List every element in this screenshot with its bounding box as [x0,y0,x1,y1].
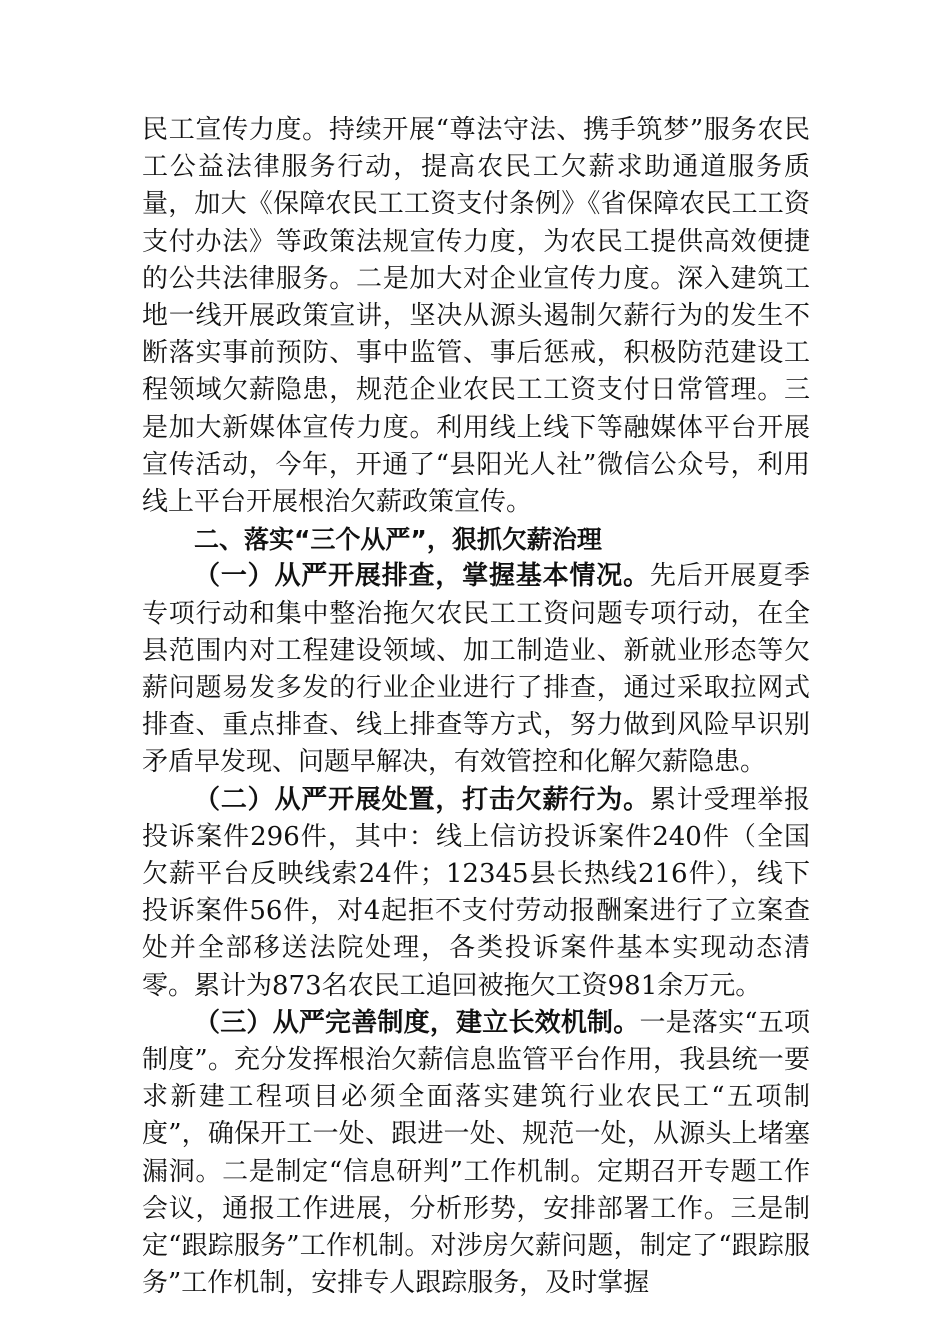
section-heading: 二、落实“三个从严”，狠抓欠薪治理 [194,525,602,555]
document-body [142,112,810,1303]
paragraph-investigation [142,558,810,781]
paragraph-disposal [142,782,810,1005]
paragraph-body: 先后开展夏季专项行动和集中整治拖欠农民工工资问题专项行动，在全县范围内对工程建设领域、加工制造业、新就业形态等欠薪问题易发多发的行业企业进行了排查，通过采取拉网式排查、重点排查、线上排查等方式，努力做到风险早识别矛盾早发现、问题早解决，有效管控和化解欠薪隐患。 [142,561,810,778]
paragraph-lead: （一）从严开展排查，掌握基本情况。 [194,561,650,592]
paragraph-lead: （三）从严完善制度，建立长效机制。 [194,1007,640,1038]
paragraph-lead: （二）从严开展处置，打击欠薪行为。 [194,784,650,815]
paragraph-system [142,1005,810,1303]
paragraph-body: 累计受理举报投诉案件296件，其中：线上信访投诉案件240件（全国欠薪平台反映线索24件；12345县长热线216件），线下投诉案件56件，对4起拒不支付劳动报酬案进行了立案查处并全部移送法院处理，各类投诉案件基本实现动态清零。累计为873名农民工追回被拖欠工资981余万元。 [142,784,810,1001]
paragraph-body: 一是落实“五项制度”。充分发挥根治欠薪信息监管平台作用，我县统一要求新建工程项目必须全面落实建筑行业农民工“五项制度”，确保开工一处、跟进一处、规范一处，从源头上堵塞漏洞。二是制定“信息研判”工作机制。定期召开专题工作会议，通报工作进展，分析形势，安排部署工作。三是制定“跟踪服务”工作机制。对涉房欠薪问题，制定了“跟踪服务”工作机制，安排专人跟踪服务，及时掌握 [142,1007,810,1299]
paragraph-publicity: 民工宣传力度。持续开展“尊法守法、携手筑梦”服务农民工公益法律服务行动，提高农民工欠薪求助通道服务质量，加大《保障农民工工资支付条例》《省保障农民工工资支付办法》等政策法规宣传力度，为农民工提供高效便捷的公共法律服务。二是加大对企业宣传力度。深入建筑工地一线开展政策宣讲，坚决从源头遏制欠薪行为的发生不断落实事前预防、事中监管、事后惩戒，积极防范建设工程领域欠薪隐患，规范企业农民工工资支付日常管理。三是加大新媒体宣传力度。利用线上线下等融媒体平台开展宣传活动，今年，开通了“县阳光人社”微信公众号，利用线上平台开展根治欠薪政策宣传。 [142,115,810,518]
